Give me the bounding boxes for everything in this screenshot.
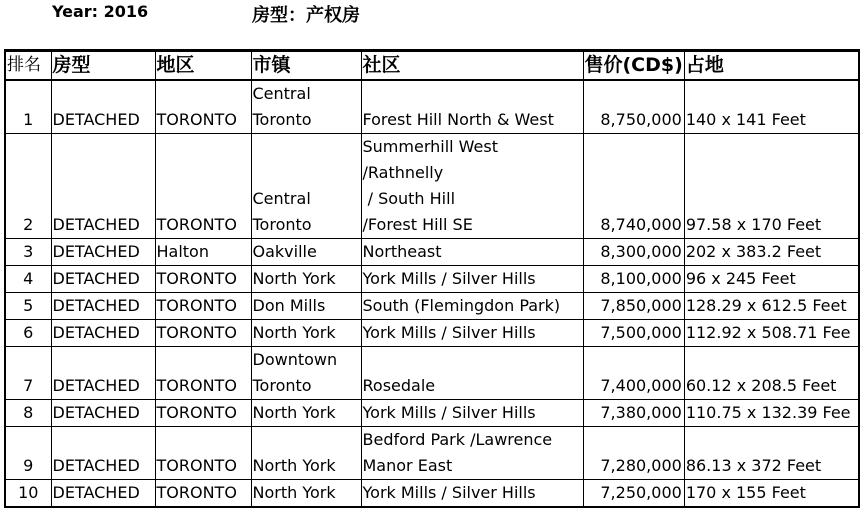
type-cell — [51, 347, 155, 400]
type-cell-text: DETACHED — [52, 403, 140, 422]
community-cell — [361, 320, 583, 347]
table-row — [5, 480, 859, 508]
lot-cell-text: 86.13 x 372 Feet — [685, 456, 822, 475]
price-cell-text: 7,250,000 — [600, 483, 682, 502]
rank-cell — [5, 239, 51, 266]
lot-cell-text: 110.75 x 132.39 Fee — [685, 403, 851, 422]
rank-cell-text: 8 — [23, 403, 34, 422]
community-cell-text: South (Flemingdon Park) — [362, 296, 561, 315]
rank-cell-text: 3 — [23, 242, 34, 261]
rank-cell-text: 10 — [18, 483, 39, 502]
lot-cell — [684, 427, 859, 480]
type-cell — [51, 80, 155, 134]
community-cell — [361, 266, 583, 293]
town-cell-text: North York — [252, 403, 336, 422]
type-cell-text: DETACHED — [52, 296, 140, 315]
type-cell-text: DETACHED — [52, 242, 140, 261]
rank-cell — [5, 266, 51, 293]
region-cell-text: TORONTO — [156, 323, 237, 342]
type-cell-text: DETACHED — [52, 376, 140, 395]
lot-cell-text: 140 x 141 Feet — [685, 110, 806, 129]
type-cell-text: DETACHED — [52, 323, 140, 342]
rank-cell-text: 2 — [23, 215, 34, 234]
lot-cell — [684, 293, 859, 320]
price-cell-text: 8,750,000 — [600, 110, 682, 129]
rank-cell — [5, 80, 51, 134]
type-cell — [51, 266, 155, 293]
type-cell — [51, 239, 155, 266]
region-cell — [155, 239, 251, 266]
lot-cell-text: 97.58 x 170 Feet — [685, 215, 822, 234]
price-cell — [583, 480, 684, 508]
price-cell — [583, 134, 684, 239]
lot-cell — [684, 239, 859, 266]
price-cell — [583, 266, 684, 293]
lot-cell-text: 60.12 x 208.5 Feet — [685, 376, 837, 395]
town-cell — [251, 80, 361, 134]
price-cell-text: 8,100,000 — [600, 269, 682, 288]
lot-cell — [684, 320, 859, 347]
column-header-price: 售价(CD$) — [583, 51, 684, 81]
table-row — [5, 80, 859, 134]
lot-cell — [684, 347, 859, 400]
column-header-type: 房型 — [51, 51, 155, 81]
rank-cell-text: 1 — [23, 110, 34, 129]
community-cell — [361, 293, 583, 320]
rank-cell — [5, 427, 51, 480]
price-cell — [583, 400, 684, 427]
lot-cell — [684, 480, 859, 508]
region-cell-text: Halton — [156, 242, 209, 261]
community-cell-text: Forest Hill North & West — [362, 110, 554, 129]
table-header-row — [5, 51, 859, 81]
town-cell — [251, 400, 361, 427]
lot-cell-text: 112.92 x 508.71 Fee — [685, 323, 851, 342]
price-cell — [583, 293, 684, 320]
region-cell — [155, 400, 251, 427]
type-cell — [51, 427, 155, 480]
town-cell — [251, 480, 361, 508]
town-cell — [251, 239, 361, 266]
lot-cell-text: 202 x 383.2 Feet — [685, 242, 822, 261]
town-cell — [251, 134, 361, 239]
region-cell-text: TORONTO — [156, 110, 237, 129]
lot-cell — [684, 80, 859, 134]
listing-table — [4, 49, 860, 508]
community-cell — [361, 347, 583, 400]
column-header-rank: 排名 — [5, 51, 51, 81]
town-cell-text: North York — [252, 483, 336, 502]
rank-cell-text: 4 — [23, 269, 34, 288]
lot-cell-text: 128.29 x 612.5 Feet — [685, 296, 847, 315]
town-cell — [251, 293, 361, 320]
year-label: Year: 2016 — [52, 2, 149, 21]
lot-cell-text: 170 x 155 Feet — [685, 483, 806, 502]
town-cell-text: Oakville — [252, 242, 317, 261]
region-cell-text: TORONTO — [156, 269, 237, 288]
price-cell-text: 7,850,000 — [600, 296, 682, 315]
type-cell — [51, 400, 155, 427]
lot-cell — [684, 400, 859, 427]
rank-cell — [5, 134, 51, 239]
region-cell — [155, 266, 251, 293]
rank-cell-text: 9 — [23, 456, 34, 475]
rank-cell — [5, 347, 51, 400]
type-cell — [51, 134, 155, 239]
report-header — [0, 0, 862, 30]
community-cell-text: York Mills / Silver Hills — [362, 323, 536, 342]
community-cell-text: Summerhill West /Rathnelly / South Hill /Forest Hill SE — [362, 137, 499, 234]
community-cell — [361, 427, 583, 480]
price-cell-text: 8,300,000 — [600, 242, 682, 261]
town-cell-text: North York — [252, 456, 336, 475]
town-cell — [251, 320, 361, 347]
lot-cell — [684, 134, 859, 239]
lot-cell-text: 96 x 245 Feet — [685, 269, 796, 288]
table-row — [5, 347, 859, 400]
community-cell — [361, 400, 583, 427]
region-cell — [155, 320, 251, 347]
community-cell — [361, 480, 583, 508]
table-row — [5, 427, 859, 480]
town-cell — [251, 427, 361, 480]
type-cell-text: DETACHED — [52, 483, 140, 502]
type-cell — [51, 293, 155, 320]
table-row — [5, 134, 859, 239]
price-cell — [583, 239, 684, 266]
house-type-label: 房型：产权房 — [252, 5, 360, 26]
town-cell — [251, 347, 361, 400]
price-cell-text: 7,500,000 — [600, 323, 682, 342]
town-cell-text: Central Toronto — [252, 84, 312, 129]
type-cell-text: DETACHED — [52, 456, 140, 475]
town-cell-text: North York — [252, 269, 336, 288]
region-cell-text: TORONTO — [156, 403, 237, 422]
region-cell — [155, 134, 251, 239]
price-cell — [583, 347, 684, 400]
lot-cell — [684, 266, 859, 293]
town-cell-text: North York — [252, 323, 336, 342]
price-cell-text: 7,380,000 — [600, 403, 682, 422]
table-row — [5, 266, 859, 293]
region-cell — [155, 427, 251, 480]
table-row — [5, 239, 859, 266]
price-cell — [583, 80, 684, 134]
region-cell-text: TORONTO — [156, 456, 237, 475]
region-cell — [155, 480, 251, 508]
rank-cell — [5, 480, 51, 508]
rank-cell-text: 5 — [23, 296, 34, 315]
rank-cell — [5, 293, 51, 320]
price-cell-text: 7,280,000 — [600, 456, 682, 475]
region-cell-text: TORONTO — [156, 296, 237, 315]
town-cell-text: Don Mills — [252, 296, 326, 315]
type-cell-text: DETACHED — [52, 215, 140, 234]
type-cell — [51, 320, 155, 347]
price-cell-text: 8,740,000 — [600, 215, 682, 234]
table-row — [5, 400, 859, 427]
rank-cell-text: 6 — [23, 323, 34, 342]
table-row — [5, 293, 859, 320]
region-cell-text: TORONTO — [156, 376, 237, 395]
table-row — [5, 320, 859, 347]
community-cell-text: Northeast — [362, 242, 442, 261]
community-cell — [361, 80, 583, 134]
community-cell-text: Bedford Park /Lawrence Manor East — [362, 430, 553, 475]
region-cell — [155, 293, 251, 320]
price-cell — [583, 427, 684, 480]
town-cell — [251, 266, 361, 293]
column-header-town: 市镇 — [251, 51, 361, 81]
town-cell-text: Central Toronto — [252, 189, 312, 234]
rank-cell — [5, 400, 51, 427]
rank-cell-text: 7 — [23, 376, 34, 395]
region-cell-text: TORONTO — [156, 215, 237, 234]
region-cell — [155, 347, 251, 400]
column-header-community: 社区 — [361, 51, 583, 81]
column-header-region: 地区 — [155, 51, 251, 81]
price-cell — [583, 320, 684, 347]
community-cell-text: Rosedale — [362, 376, 436, 395]
community-cell-text: York Mills / Silver Hills — [362, 403, 536, 422]
price-cell-text: 7,400,000 — [600, 376, 682, 395]
community-cell — [361, 239, 583, 266]
type-cell-text: DETACHED — [52, 110, 140, 129]
community-cell — [361, 134, 583, 239]
type-cell — [51, 480, 155, 508]
region-cell-text: TORONTO — [156, 483, 237, 502]
community-cell-text: York Mills / Silver Hills — [362, 483, 536, 502]
type-cell-text: DETACHED — [52, 269, 140, 288]
rank-cell — [5, 320, 51, 347]
town-cell-text: Downtown Toronto — [252, 350, 338, 395]
region-cell — [155, 80, 251, 134]
community-cell-text: York Mills / Silver Hills — [362, 269, 536, 288]
column-header-lot: 占地 — [684, 51, 859, 81]
